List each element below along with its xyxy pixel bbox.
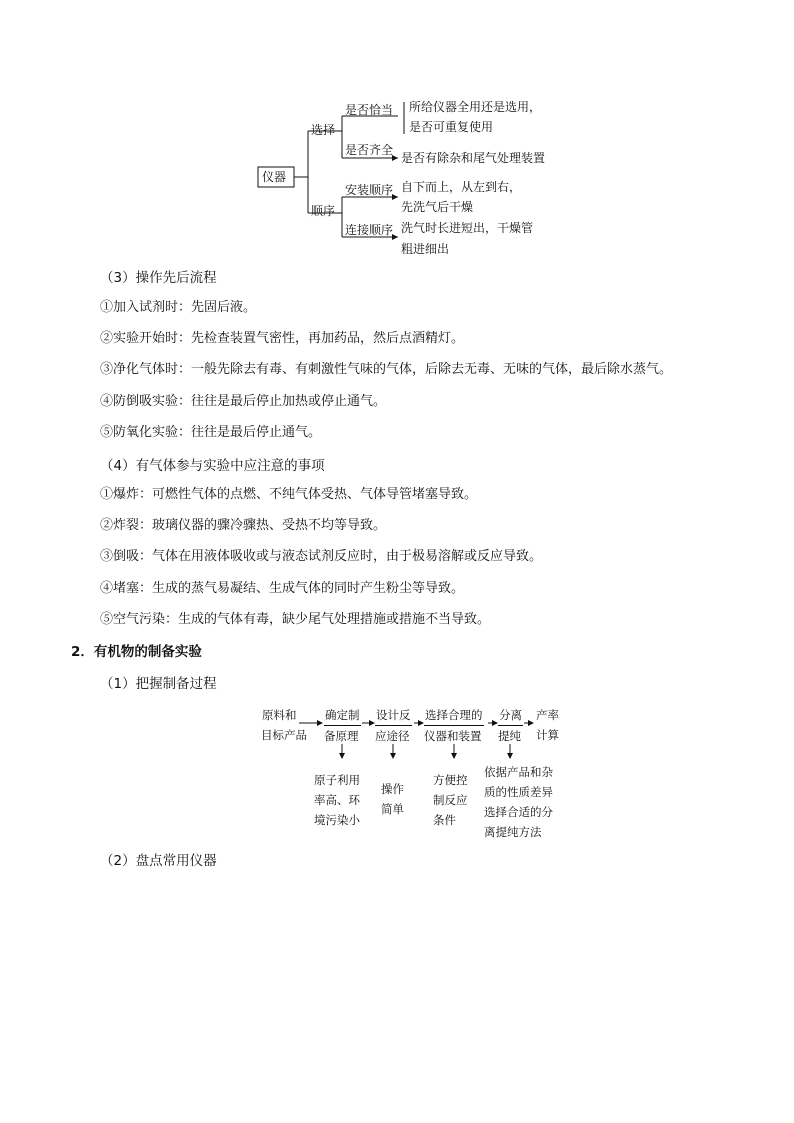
- flow-step-2: [324, 705, 361, 746]
- flow-step-6: [536, 705, 559, 745]
- flow-step-4: [424, 705, 484, 746]
- section2-title: 有机物的制备实验: [93, 644, 202, 660]
- flow-step-1-line-2: 目标产品: [261, 728, 307, 742]
- install-desc-1: 自下而上，从左到右，: [401, 180, 522, 194]
- flow-note-3-line-1: 方便控: [433, 773, 468, 787]
- root-label: 仪器: [262, 170, 287, 184]
- section4-item-2: ②炸裂：玻璃仪器的骤冷骤热、受热不均等导致。: [100, 518, 387, 533]
- flow-note-1: [314, 770, 360, 830]
- flow-step-1: [261, 705, 307, 745]
- flow-step-1-line-1: 原料和: [262, 708, 297, 722]
- flow-note-4-line-1: 依据产品和杂: [484, 765, 553, 779]
- section4-item-4: ④堵塞：生成的蒸气易凝结、生成气体的同时产生粉尘等导致。: [100, 581, 465, 596]
- flow-step-5: [498, 705, 523, 746]
- section3-item-4: ④防倒吸实验：往往是最后停止加热或停止通气。: [100, 394, 387, 409]
- flow-note-2-line-1: 操作: [381, 782, 404, 796]
- connect-order-label: 连接顺序: [345, 223, 394, 237]
- flow-note-2-line-2: 简单: [381, 802, 404, 816]
- flow-note-1-line-2: 率高、环: [314, 793, 360, 807]
- flow-note-3-line-2: 制反应: [433, 793, 468, 807]
- flow-step-6-line-2: 计算: [536, 728, 559, 742]
- flow-note-2: [381, 779, 404, 819]
- flow-step-2-line-1: 确定制: [324, 705, 361, 726]
- section4-item-1: ①爆炸：可燃性气体的点燃、不纯气体受热、气体导管堵塞导致。: [100, 487, 478, 502]
- complete-desc: 是否有除杂和尾气处理装置: [401, 151, 546, 165]
- flow-step-5-line-1: 分离: [498, 705, 523, 726]
- flow-step-3-line-2: 应途径: [375, 729, 410, 743]
- flow-note-1-line-3: 境污染小: [314, 813, 360, 827]
- order-label: 顺序: [311, 204, 336, 218]
- section4-item-3: ③倒吸：气体在用液体吸收或与液态试剂反应时，由于极易溶解或反应导致。: [100, 549, 543, 564]
- section2-number: 2．: [71, 644, 94, 660]
- flow-note-4-line-3: 选择合适的分: [484, 805, 553, 819]
- flow-note-4-line-2: 质的性质差异: [484, 785, 553, 799]
- flow-step-2-line-2: 备原理: [324, 729, 359, 743]
- flow-note-4-line-4: 离提纯方法: [484, 825, 542, 839]
- select-label: 选择: [311, 123, 336, 137]
- flow-note-3: [433, 770, 468, 830]
- section3-item-2: ②实验开始时：先检查装置气密性，再加药品，然后点酒精灯。: [100, 331, 465, 346]
- subsection2-title: （2）盘点常用仪器: [100, 853, 217, 869]
- section4-item-5: ⑤空气污染：生成的气体有毒，缺少尾气处理措施或措施不当导致。: [100, 612, 491, 627]
- subsection1-title: （1）把握制备过程: [100, 676, 217, 692]
- flow-step-3: [375, 705, 412, 746]
- appropriate-label: 是否恰当: [345, 103, 394, 117]
- flow-note-4: [484, 762, 553, 842]
- flow-step-4-line-2: 仪器和装置: [424, 729, 482, 743]
- flow-step-4-line-1: 选择合理的: [424, 705, 484, 726]
- section4-title: （4）有气体参与实验中应注意的事项: [100, 458, 325, 474]
- appropriate-desc-2: 是否可重复使用: [409, 120, 494, 134]
- section3-item-1: ①加入试剂时：先固后液。: [100, 300, 257, 315]
- connect-desc-2: 粗进细出: [401, 242, 450, 256]
- flow-note-3-line-3: 条件: [433, 813, 456, 827]
- section3-item-3: ③净化气体时：一般先除去有毒、有刺激性气味的气体，后除去无毒、无味的气体，最后除水蒸气。: [100, 362, 673, 377]
- complete-label: 是否齐全: [345, 143, 394, 157]
- flow-note-1-line-1: 原子利用: [314, 773, 360, 787]
- install-order-label: 安装顺序: [345, 183, 394, 197]
- section3-item-5: ⑤防氧化实验：往往是最后停止通气。: [100, 425, 322, 440]
- connect-desc-1: 洗气时长进短出，干燥管: [401, 221, 534, 235]
- section3-title: （3）操作先后流程: [100, 270, 217, 286]
- install-desc-2: 先洗气后干燥: [401, 200, 474, 214]
- appropriate-desc-1: 所给仪器全用还是选用，: [409, 100, 542, 114]
- flow-step-3-line-1: 设计反: [375, 705, 412, 726]
- flow-step-5-line-2: 提纯: [498, 729, 521, 743]
- flow-step-6-line-1: 产率: [536, 708, 559, 722]
